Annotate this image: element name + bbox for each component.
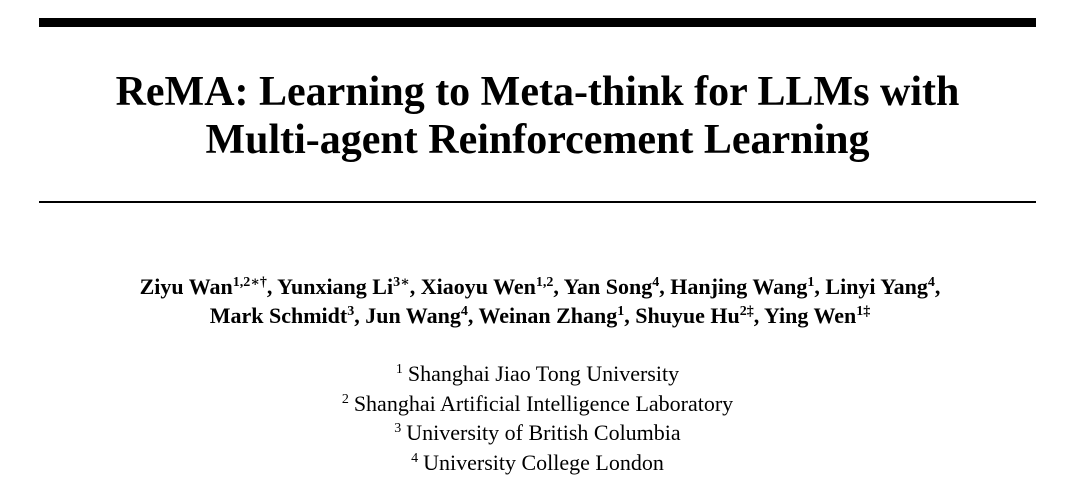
affiliation-number: 2 bbox=[341, 391, 349, 407]
author-name: Hanjing Wang bbox=[670, 274, 808, 299]
author-name: Weinan Zhang bbox=[478, 303, 618, 328]
affiliation-item bbox=[0, 359, 1075, 389]
author-separator: , bbox=[266, 274, 278, 299]
paper-title-line-2: Multi-agent Reinforcement Learning bbox=[205, 117, 870, 163]
affiliation-number: 4 bbox=[411, 450, 419, 466]
author-name: Jun Wang bbox=[365, 303, 461, 328]
author-affiliation-marks: 2‡ bbox=[739, 304, 754, 319]
affiliation-item bbox=[0, 448, 1075, 478]
author-separator: , bbox=[409, 274, 421, 299]
paper-title-line-1: ReMA: Learning to Meta-think for LLMs with bbox=[115, 69, 960, 115]
author-affiliation-marks: 4 bbox=[927, 275, 935, 290]
author-separator: , bbox=[814, 274, 826, 299]
author-affiliation-marks: 4 bbox=[460, 304, 468, 319]
author-separator: , bbox=[354, 303, 366, 328]
author-name: Mark Schmidt bbox=[209, 303, 348, 328]
affiliation-item bbox=[0, 418, 1075, 448]
author-name: Ying Wen bbox=[763, 303, 857, 328]
author-affiliation-marks: 1 bbox=[617, 304, 625, 319]
author-affiliation-marks: 1 bbox=[807, 275, 815, 290]
author-name: Yunxiang Li bbox=[277, 274, 394, 299]
author-affiliation-marks: 1,2 bbox=[535, 275, 554, 290]
author-name: Yan Song bbox=[563, 274, 653, 299]
author-line-2 bbox=[0, 301, 1080, 330]
affiliation-item bbox=[0, 389, 1075, 419]
author-separator: , bbox=[467, 303, 479, 328]
author-name: Xiaoyu Wen bbox=[420, 274, 536, 299]
top-rule bbox=[39, 18, 1036, 27]
author-affiliation-marks: 3∗ bbox=[393, 275, 410, 290]
affiliation-name: Shanghai Artificial Intelligence Laboratory bbox=[353, 390, 734, 416]
author-separator: , bbox=[659, 274, 671, 299]
author-affiliation-marks: 1‡ bbox=[856, 304, 871, 319]
author-separator: , bbox=[624, 303, 636, 328]
author-name: Linyi Yang bbox=[825, 274, 928, 299]
author-affiliation-marks: 4 bbox=[652, 275, 660, 290]
affiliation-name: Shanghai Jiao Tong University bbox=[407, 361, 680, 386]
author-name: Shuyue Hu bbox=[635, 303, 740, 328]
title-bottom-rule bbox=[39, 201, 1036, 203]
author-affiliation-marks: 3 bbox=[347, 304, 355, 319]
author-separator: , bbox=[553, 274, 564, 299]
author-affiliation-marks: 1,2∗† bbox=[232, 275, 267, 290]
affiliation-number: 1 bbox=[395, 362, 403, 377]
author-separator: , bbox=[934, 274, 941, 299]
author-line-1 bbox=[0, 272, 1080, 301]
affiliation-list bbox=[0, 359, 1075, 477]
paper-title bbox=[0, 68, 1075, 164]
author-list bbox=[0, 272, 1080, 330]
affiliation-number: 3 bbox=[394, 421, 402, 436]
affiliation-name: University College London bbox=[423, 449, 664, 475]
affiliation-name: University of British Columbia bbox=[406, 420, 681, 445]
author-separator: , bbox=[753, 303, 764, 328]
author-name: Ziyu Wan bbox=[139, 274, 233, 299]
